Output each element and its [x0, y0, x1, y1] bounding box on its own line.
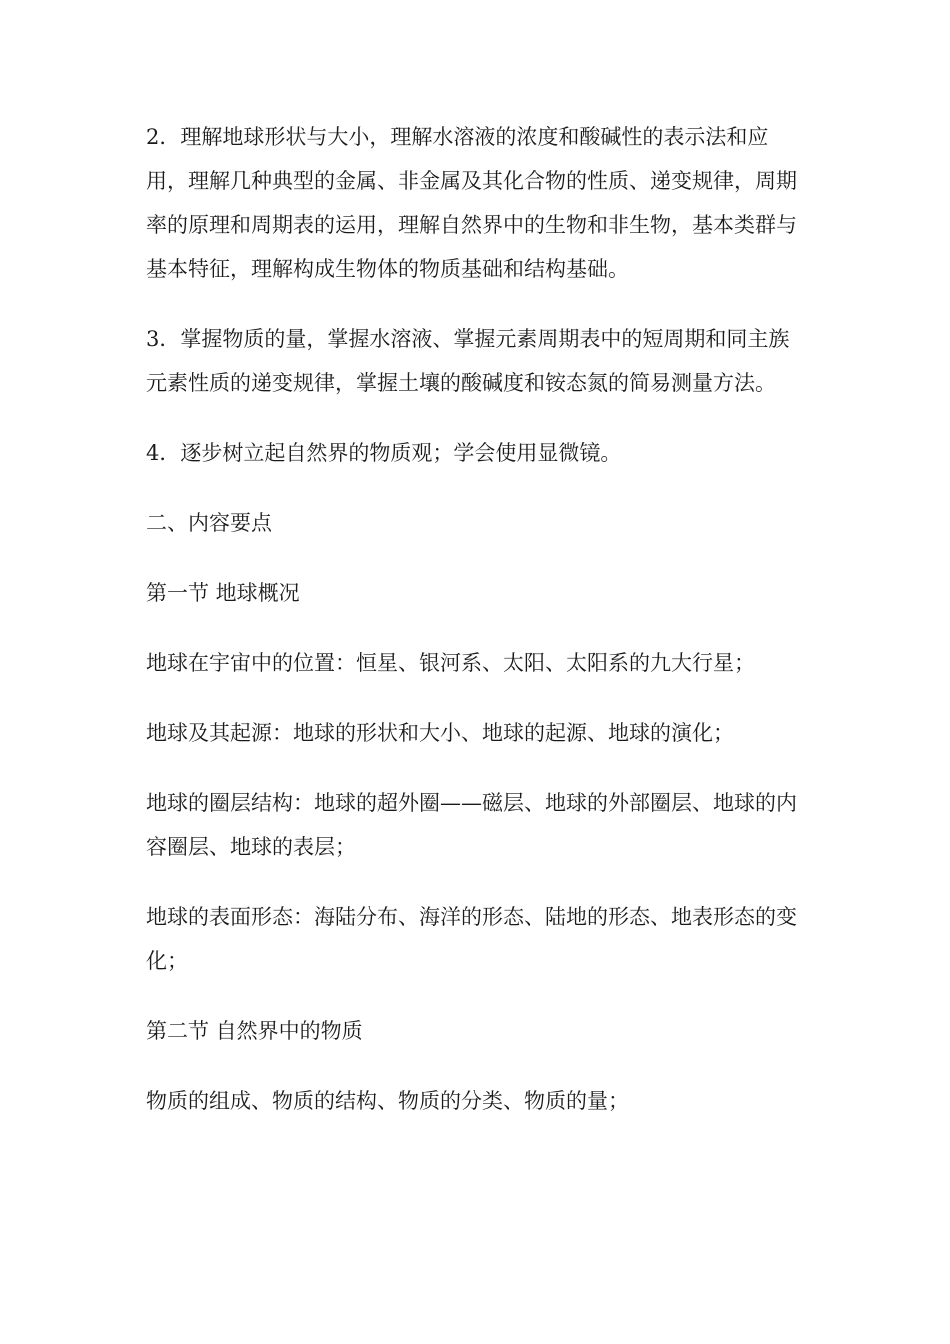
- content-item: 地球在宇宙中的位置：恒星、银河系、太阳、太阳系的九大行星；: [146, 651, 755, 675]
- objective-2-paragraph: 2．理解地球形状与大小，理解水溶液的浓度和酸碱性的表示法和应用，理解几种典型的金属、非金属及其化合物的性质、递变规律，周期率的原理和周期表的运用，理解自然界中的生物和非生物，基本类群与基本特征，理解构成生物体的物质基础和结构基础。: [146, 125, 797, 281]
- paragraph-spacing: [146, 869, 810, 895]
- paragraph-spacing: [146, 685, 810, 711]
- paragraph-spacing: [146, 755, 810, 781]
- paragraph-spacing: [146, 405, 810, 431]
- paragraph-spacing: [146, 983, 810, 1009]
- content-item: 地球及其起源：地球的形状和大小、地球的起源、地球的演化；: [146, 721, 734, 745]
- objective-3-paragraph: 3．掌握物质的量，掌握水溶液、掌握元素周期表中的短周期和同主族元素性质的递变规律，掌握土壤的酸碱度和铵态氮的简易测量方法。: [146, 327, 790, 395]
- section-heading: 二、内容要点: [146, 511, 272, 535]
- paragraph-spacing: [146, 475, 810, 501]
- subsection-heading-1: 第一节 地球概况: [146, 581, 300, 605]
- content-item: 地球的表面形态：海陆分布、海洋的形态、陆地的形态、地表形态的变化；: [146, 905, 797, 973]
- paragraph-spacing: [146, 291, 810, 317]
- content-item: 物质的组成、物质的结构、物质的分类、物质的量；: [146, 1089, 629, 1113]
- document-body: [146, 115, 810, 1123]
- subsection-heading-2: 第二节 自然界中的物质: [146, 1019, 363, 1043]
- content-item: 地球的圈层结构：地球的超外圈——磁层、地球的外部圈层、地球的内容圈层、地球的表层；: [146, 791, 797, 859]
- objective-4-paragraph: 4．逐步树立起自然界的物质观；学会使用显微镜。: [146, 441, 622, 465]
- paragraph-spacing: [146, 545, 810, 571]
- paragraph-spacing: [146, 1053, 810, 1079]
- paragraph-spacing: [146, 615, 810, 641]
